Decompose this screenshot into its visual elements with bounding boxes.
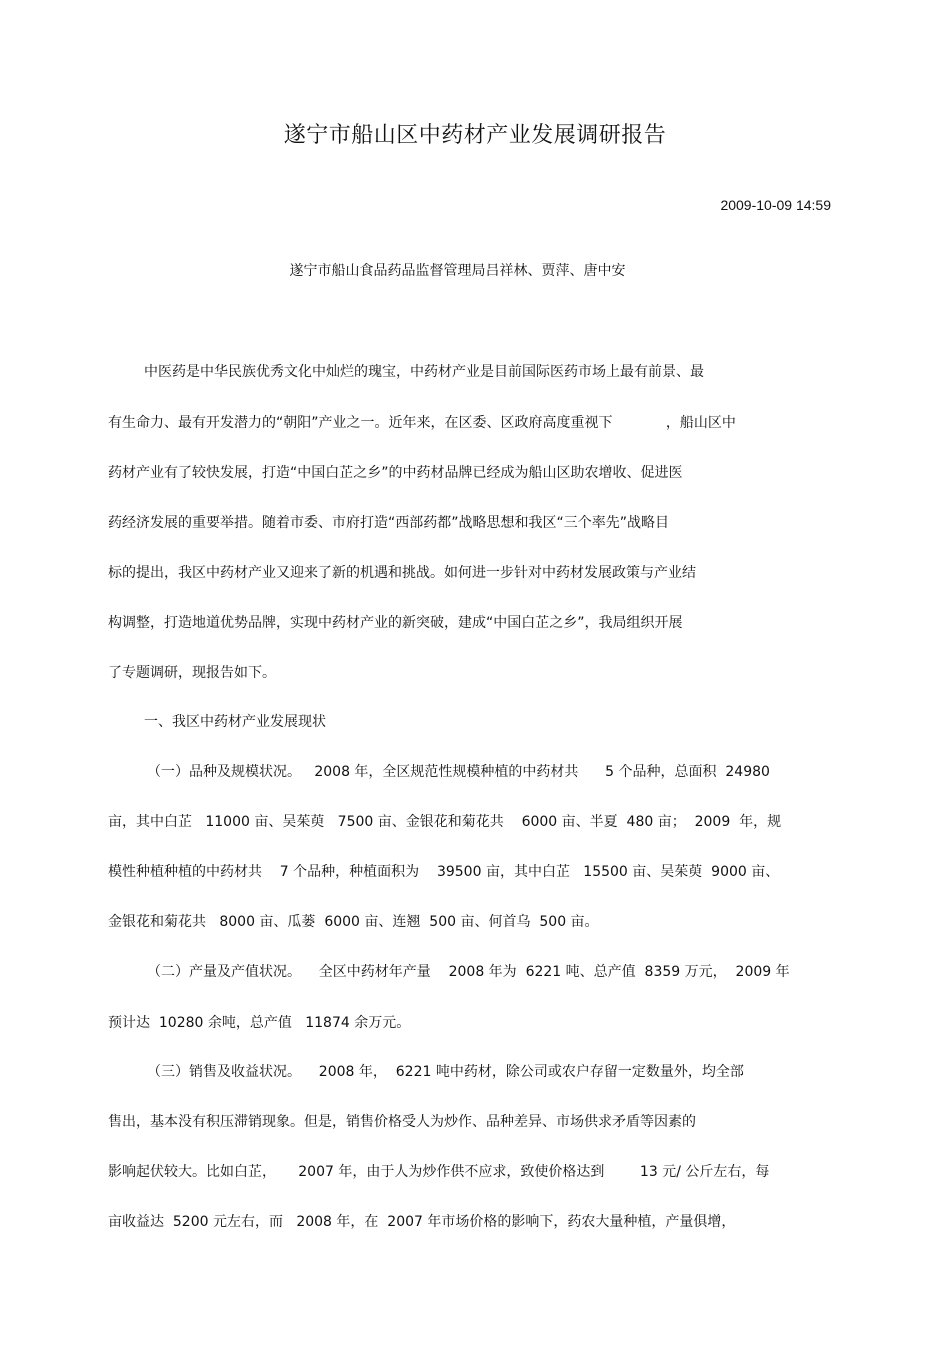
paragraph-line: （一）品种及规模状况。 2008 年，全区规范性规模种植的中药材共 5 个品种，总面积 24980 bbox=[147, 764, 770, 780]
document-title: 遂宁市船山区中药材产业发展调研报告 bbox=[283, 123, 667, 148]
paragraph-line: 有生命力、最有开发潜力的“朝阳”产业之一。近年来，在区委、区政府高度重视下 ，船山区中 bbox=[108, 415, 736, 431]
paragraph-line: 亩收益达 5200 元左右，而 2008 年，在 2007 年市场价格的影响下，药农大量种植，产量俱增， bbox=[108, 1214, 736, 1230]
paragraph-line: 金银花和菊花共 8000 亩、瓜蒌 6000 亩、连翘 500 亩、何首乌 500 亩。 bbox=[108, 914, 599, 930]
paragraph-line: 模性种植种植的中药材共 7 个品种，种植面积为 39500 亩，其中白芷 15500 亩、吴茱萸 9000 亩、 bbox=[108, 864, 780, 880]
paragraph-line: 影响起伏较大。比如白芷， 2007 年，由于人为炒作供不应求，致使价格达到 13 元/ 公斤左右，每 bbox=[108, 1164, 770, 1180]
paragraph-line: 中医药是中华民族优秀文化中灿烂的瑰宝，中药材产业是目前国际医药市场上最有前景、最 bbox=[144, 364, 704, 380]
paragraph-line: 构调整，打造地道优势品牌，实现中药材产业的新突破，建成“中国白芷之乡”，我局组织开展 bbox=[108, 615, 683, 631]
paragraph-line: 预计达 10280 余吨，总产值 11874 余万元。 bbox=[108, 1015, 411, 1031]
paragraph-line: 了专题调研，现报告如下。 bbox=[108, 665, 276, 681]
section-heading: 一、我区中药材产业发展现状 bbox=[144, 714, 326, 730]
publish-timestamp: 2009-10-09 14:59 bbox=[720, 197, 831, 213]
paragraph-line: （三）销售及收益状况。 2008 年， 6221 吨中药材，除公司或农户存留一定数量外，均全部 bbox=[147, 1064, 744, 1080]
author-line: 遂宁市船山食品药品监督管理局吕祥林、贾萍、唐中安 bbox=[289, 263, 626, 279]
paragraph-line: 售出，基本没有积压滞销现象。但是，销售价格受人为炒作、品种差异、市场供求矛盾等因素的 bbox=[108, 1114, 696, 1130]
paragraph-line: 标的提出，我区中药材产业又迎来了新的机遇和挑战。如何进一步针对中药材发展政策与产业结 bbox=[108, 565, 696, 581]
paragraph-line: （二）产量及产值状况。 全区中药材年产量 2008 年为 6221 吨、总产值 8359 万元， 2009 年 bbox=[147, 964, 790, 980]
paragraph-line: 药材产业有了较快发展，打造“中国白芷之乡”的中药材品牌已经成为船山区助农增收、促进医 bbox=[108, 465, 683, 481]
paragraph-line: 药经济发展的重要举措。随着市委、市府打造“西部药都”战略思想和我区“三个率先”战略目 bbox=[108, 515, 670, 531]
paragraph-line: 亩，其中白芷 11000 亩、吴茱萸 7500 亩、金银花和菊花共 6000 亩、半夏 480 亩； 2009 年，规 bbox=[108, 814, 782, 830]
